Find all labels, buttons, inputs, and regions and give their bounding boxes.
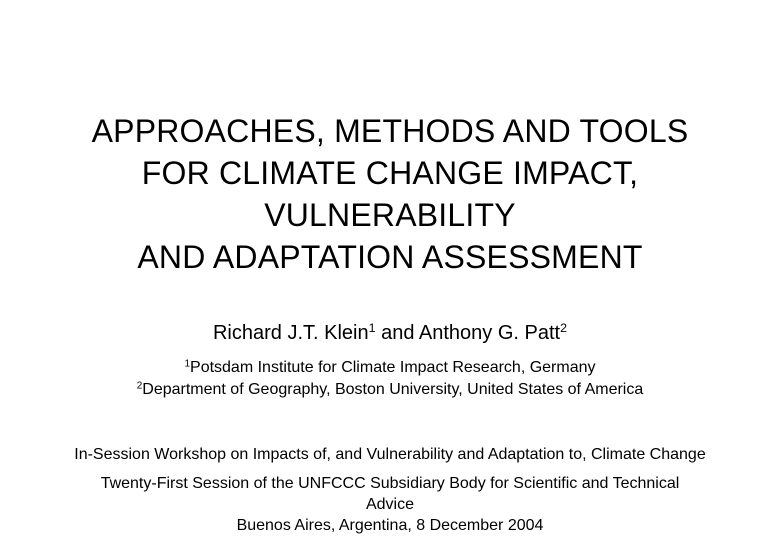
- authors-line: [20, 320, 760, 346]
- affiliation-1-text: Potsdam Institute for Climate Impact Research, Germany: [190, 359, 596, 376]
- affiliation-2: [20, 380, 760, 400]
- workshop-name: In-Session Workshop on Impacts of, and Vulnerability and Adaptation to, Climate Change: [74, 446, 706, 463]
- author-2-name: Anthony G. Patt: [418, 322, 561, 344]
- title-line-2: FOR CLIMATE CHANGE IMPACT,: [141, 155, 639, 191]
- title-line-3: VULNERABILITY: [264, 197, 516, 233]
- affiliation-2-text: Department of Geography, Boston University, United States of America: [142, 381, 644, 398]
- authors-conjunction: and: [375, 322, 419, 344]
- affiliation-2-marker: 2: [136, 380, 143, 392]
- place-and-date: Buenos Aires, Argentina, 8 December 2004: [236, 517, 544, 534]
- affiliation-1: [20, 358, 760, 378]
- author-1-affiliation-marker: 1: [368, 321, 376, 336]
- affiliation-1-marker: 1: [184, 358, 191, 370]
- title-line-1: APPROACHES, METHODS AND TOOLS: [91, 113, 689, 149]
- session-name-line-2: Advice: [365, 496, 415, 513]
- title-line-4: AND ADAPTATION ASSESSMENT: [137, 239, 643, 275]
- slide-title: [20, 110, 760, 278]
- author-1-name: Richard J.T. Klein: [212, 322, 369, 344]
- session-name-line-1: Twenty-First Session of the UNFCCC Subsidiary Body for Scientific and Technical: [100, 475, 680, 492]
- author-2-affiliation-marker: 2: [560, 321, 568, 336]
